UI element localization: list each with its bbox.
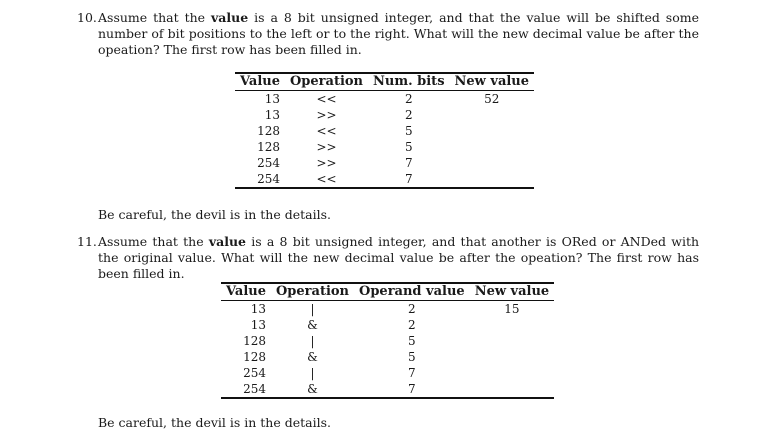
cell-value: 13 — [264, 108, 280, 122]
cell-new-value: 15 — [504, 302, 520, 316]
cell-operation: & — [307, 318, 318, 332]
cell-value: 128 — [243, 334, 266, 348]
table-row — [235, 91, 534, 108]
question-bold-term: value — [208, 234, 247, 249]
cell-operand-value: 2 — [408, 318, 416, 332]
table-row — [221, 365, 554, 381]
question-text — [98, 10, 699, 58]
shift-table — [235, 72, 534, 189]
cell-value: 254 — [243, 366, 266, 380]
cell-value: 254 — [257, 156, 280, 170]
bitwise-table — [221, 282, 554, 399]
table-row — [221, 349, 554, 365]
cell-new-value[interactable] — [470, 365, 555, 381]
cell-value: 128 — [257, 124, 280, 138]
cell-operation: >> — [316, 156, 337, 170]
cell-operation: | — [310, 302, 315, 316]
cell-new-value[interactable] — [450, 171, 535, 188]
question-11 — [77, 234, 700, 281]
cell-num-bits: 7 — [404, 156, 413, 170]
cell-new-value[interactable] — [470, 317, 555, 333]
table-row — [235, 139, 534, 155]
cell-value: 254 — [221, 381, 271, 398]
table-row — [221, 317, 554, 333]
cell-operation: << — [316, 92, 337, 106]
cell-new-value[interactable] — [470, 333, 555, 349]
cell-new-value[interactable] — [450, 123, 535, 139]
cell-operand-value: 5 — [408, 350, 416, 364]
header-operation: Operation — [271, 283, 354, 301]
question-10 — [77, 10, 699, 60]
cell-new-value[interactable] — [450, 107, 535, 123]
table-row — [235, 155, 534, 171]
header-new-value: New value — [470, 283, 555, 301]
cell-value: 128 — [257, 140, 280, 154]
cell-operation: >> — [316, 140, 337, 154]
question-text-end: is a 8 bit unsigned integer, and that another is ORed or ANDed with the original value. What will the new decimal value be after the opeation? The first row has been filled in. — [98, 234, 700, 281]
cell-operand-value: 5 — [408, 334, 416, 348]
cell-num-bits: 2 — [404, 92, 413, 106]
question-text — [98, 234, 699, 282]
cell-new-value: 52 — [484, 92, 500, 106]
cell-value: 13 — [264, 92, 280, 106]
cell-operand-value: 7 — [354, 381, 470, 398]
header-value: Value — [235, 73, 285, 91]
cell-new-value[interactable] — [450, 155, 535, 171]
warning-note: Be careful, the devil is in the details. — [98, 415, 331, 430]
cell-value: 254 — [235, 171, 285, 188]
cell-num-bits: 2 — [404, 108, 413, 122]
question-text-end: is a 8 bit unsigned integer, and that the value will be shifted some number of bit positions to the left or to the right. What will the new decimal value be after the opeation? The first row has been filled in. — [98, 10, 699, 57]
cell-new-value[interactable] — [450, 139, 535, 155]
cell-operation: | — [310, 366, 315, 380]
table-row — [235, 123, 534, 139]
table-row — [235, 107, 534, 123]
header-operand-value: Operand value — [354, 283, 470, 301]
table-row — [221, 333, 554, 349]
question-text-start: Assume that the — [98, 10, 206, 25]
cell-num-bits: 5 — [404, 124, 413, 138]
table-row — [221, 301, 554, 318]
warning-note: Be careful, the devil is in the details. — [98, 207, 331, 222]
table-row — [235, 171, 534, 188]
cell-operation: | — [310, 334, 315, 348]
cell-operation: << — [316, 124, 337, 138]
cell-operand-value: 2 — [408, 302, 416, 316]
cell-new-value[interactable] — [470, 349, 555, 365]
cell-value: 13 — [250, 302, 266, 316]
cell-operation: << — [285, 171, 368, 188]
cell-value: 13 — [250, 318, 266, 332]
cell-new-value[interactable] — [470, 381, 555, 398]
question-number: 10. — [77, 10, 97, 25]
question-bold-term: value — [211, 10, 249, 25]
cell-operation: & — [307, 350, 318, 364]
cell-operand-value: 7 — [408, 366, 416, 380]
header-value: Value — [221, 283, 271, 301]
question-number: 11. — [77, 234, 97, 249]
cell-operation: >> — [316, 108, 337, 122]
cell-num-bits: 5 — [404, 140, 413, 154]
header-operation: Operation — [285, 73, 368, 91]
cell-operation: & — [271, 381, 354, 398]
header-new-value: New value — [450, 73, 535, 91]
table-row — [221, 381, 554, 398]
header-num-bits: Num. bits — [368, 73, 450, 91]
question-text-start: Assume that the — [98, 234, 204, 249]
cell-value: 128 — [243, 350, 266, 364]
cell-num-bits: 7 — [368, 171, 450, 188]
